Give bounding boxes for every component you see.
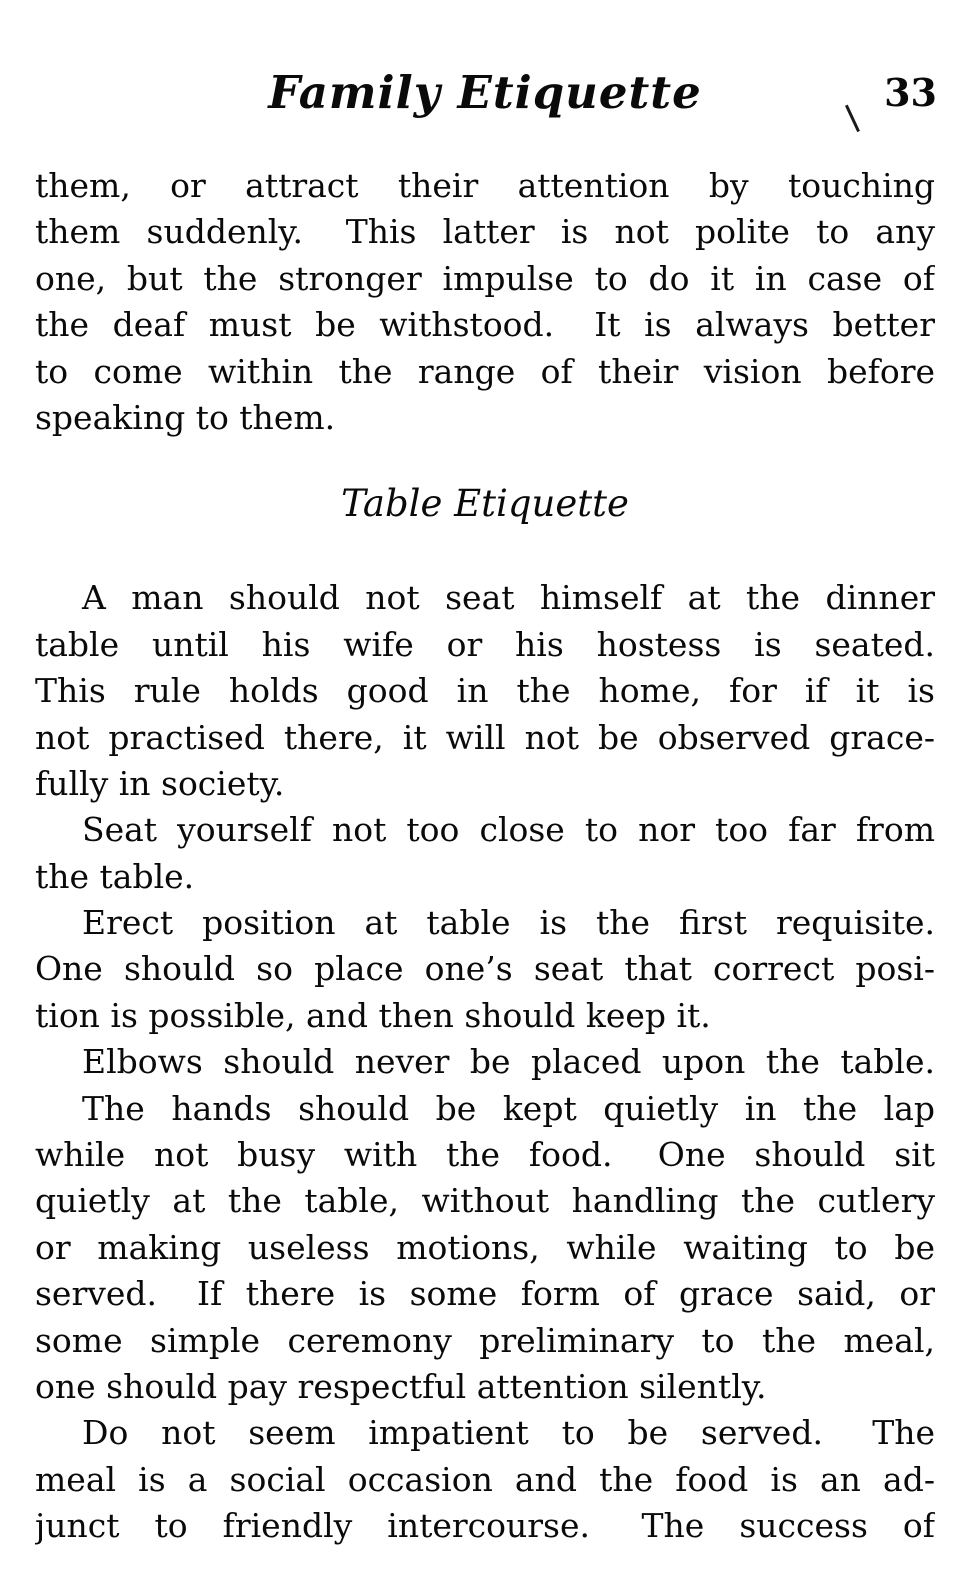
paragraph (35, 163, 935, 441)
paragraph (35, 1086, 935, 1411)
text-line: the table. (35, 856, 195, 896)
paragraph (35, 575, 935, 807)
text-line: speaking to them. (35, 397, 336, 437)
text-line: table until his wife or his hostess is seated. (35, 624, 935, 664)
text-line: quietly at the table, without handling the cutlery (35, 1181, 935, 1221)
text-line: The hands should be kept quietly in the lap (82, 1088, 935, 1128)
text-line: some simple ceremony preliminary to the meal, (35, 1320, 935, 1360)
paragraph (35, 900, 935, 1039)
running-title: Family Etiquette (268, 66, 702, 119)
text-line: them suddenly. This latter is not polite to any (35, 212, 935, 252)
text-line: the deaf must be withstood. It is always better (35, 305, 935, 345)
text-line: meal is a social occasion and the food is an ad- (35, 1459, 935, 1499)
section-heading: Table Etiquette (341, 482, 629, 526)
page-number: 33 (884, 70, 937, 115)
text-line: One should so place one’s seat that correct posi- (35, 949, 935, 989)
text-line: tion is possible, and then should keep it. (35, 995, 711, 1035)
text-line: Seat yourself not too close to nor too far from (82, 810, 935, 850)
text-line: one should pay respectful attention silently. (35, 1366, 767, 1406)
page-body (35, 163, 935, 1550)
paragraph (35, 1410, 935, 1549)
text-line: This rule holds good in the home, for if it is (35, 671, 935, 711)
paragraph (35, 807, 935, 900)
text-line: A man should not seat himself at the dinner (82, 578, 935, 618)
text-line: Erect position at table is the first requisite. (82, 903, 935, 943)
text-line: them, or attract their attention by touching (35, 166, 935, 205)
paragraph (35, 1039, 935, 1085)
text-line: one, but the stronger impulse to do it in case of (35, 258, 935, 298)
text-line: to come within the range of their vision before (35, 351, 935, 391)
text-line: or making useless motions, while waiting to be (35, 1227, 935, 1267)
text-line: fully in society. (35, 763, 285, 803)
text-line: Elbows should never be placed upon the table. (82, 1042, 935, 1082)
text-line: not practised there, it will not be observed grace- (35, 717, 935, 757)
text-line: Do not seem impatient to be served. The (82, 1413, 935, 1453)
text-line: junct to friendly intercourse. The success of (35, 1506, 935, 1546)
text-line: while not busy with the food. One should sit (35, 1135, 935, 1175)
text-line: served. If there is some form of grace said, or (35, 1274, 935, 1314)
